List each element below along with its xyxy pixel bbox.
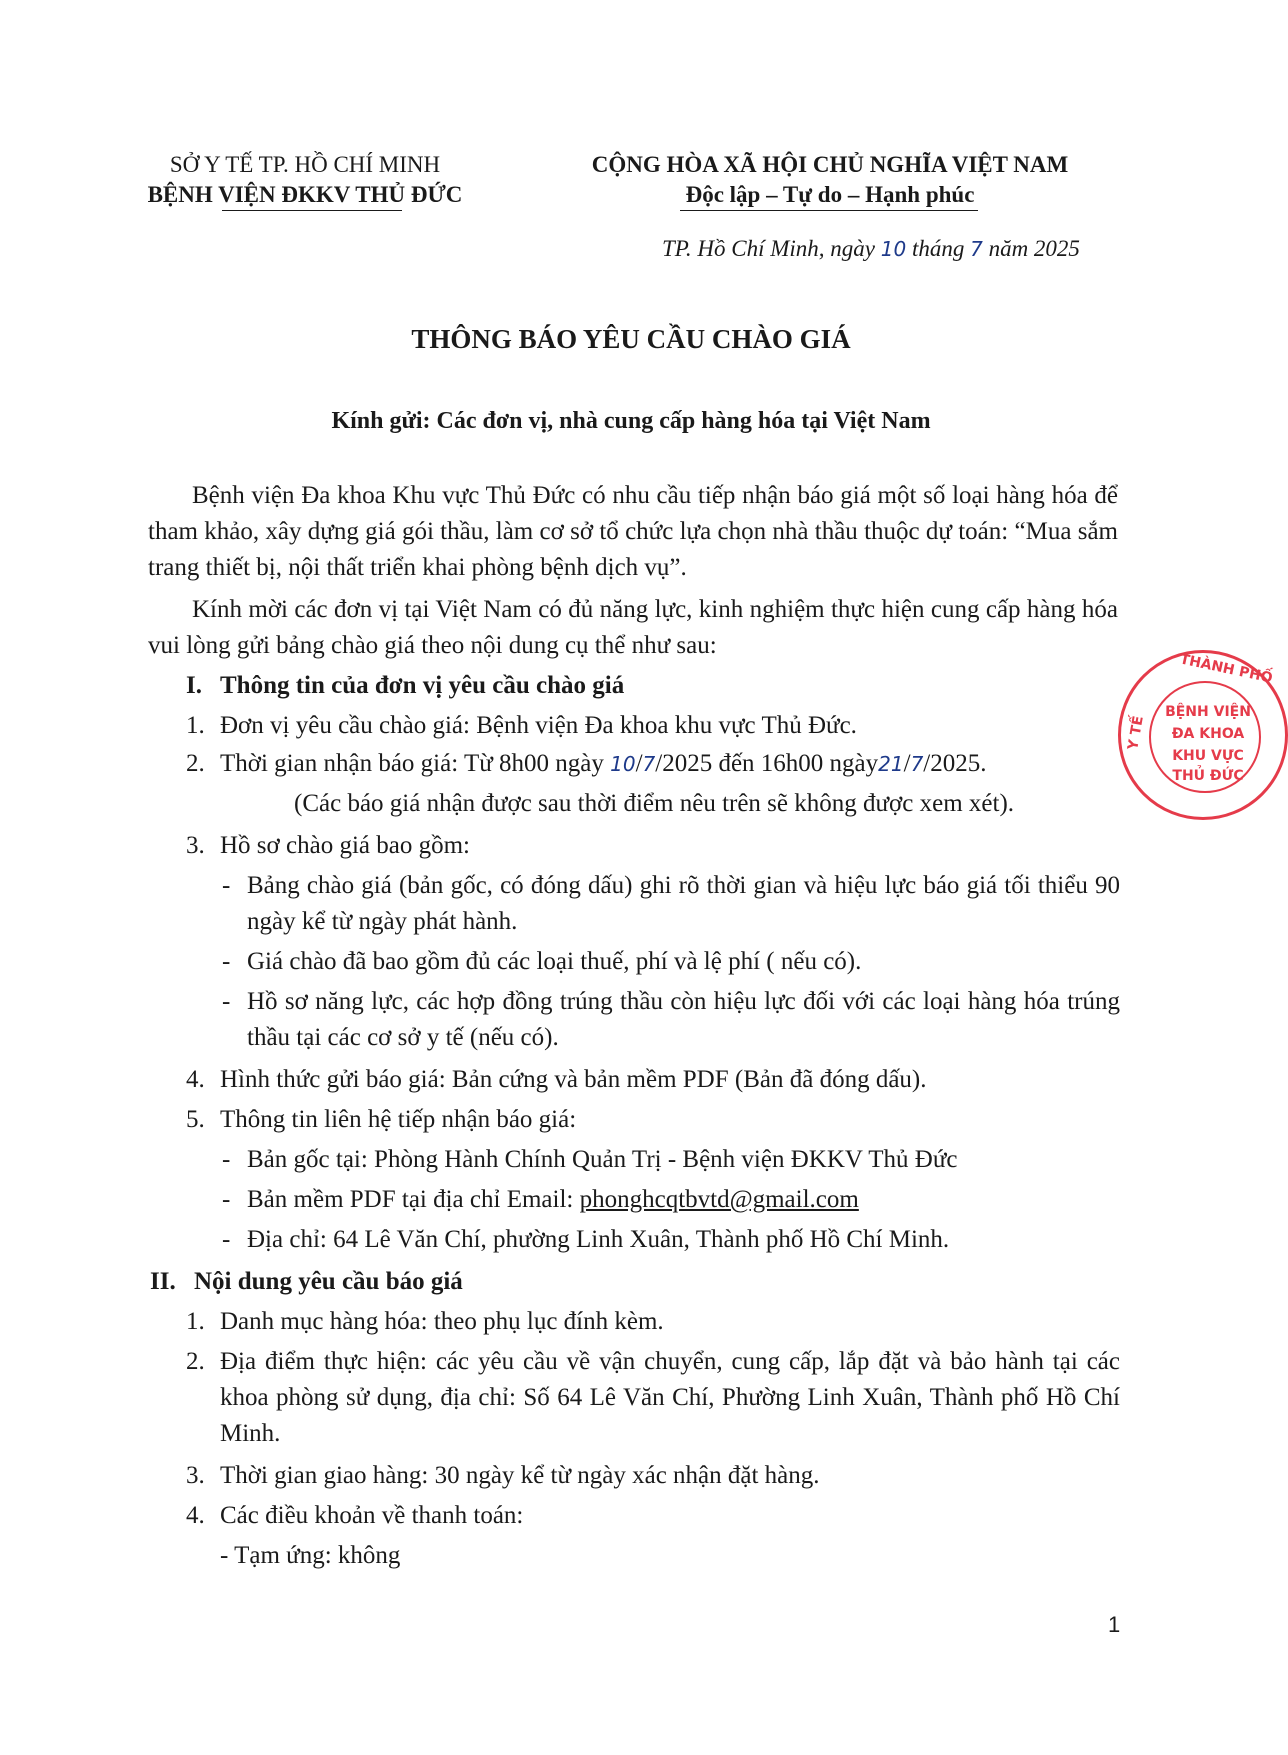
s2-item-2 — [186, 1344, 1120, 1452]
seal-arc-left: Y TẾ — [1125, 714, 1147, 752]
s1-item-3 — [186, 828, 470, 864]
s1-item-5-bullet-2 — [222, 1182, 859, 1218]
s1-item-1 — [186, 708, 857, 744]
s2-advance-payment: - Tạm ứng: không — [220, 1542, 401, 1569]
s2-item-3 — [186, 1458, 820, 1494]
s1-item-3-bullet-2 — [222, 944, 1120, 980]
s1-item-5 — [186, 1102, 576, 1138]
motto: Độc lập – Tự do – Hạnh phúc — [685, 182, 975, 207]
s2-item-1 — [186, 1304, 664, 1340]
s1-item-5-bullet-3 — [222, 1222, 949, 1258]
seal-line-3: KHU VỰC — [1172, 748, 1244, 764]
bullet-dash: - — [222, 1186, 231, 1213]
date-month-handwritten: 7 — [970, 237, 983, 261]
header-left — [130, 150, 480, 210]
s2-item-1-num: 1. — [186, 1308, 205, 1335]
s2-item-4-num: 4. — [186, 1502, 205, 1529]
header-left-underline — [222, 210, 402, 211]
date-from-month-handwritten: 7 — [642, 752, 656, 776]
seal-line-2: ĐA KHOA — [1171, 726, 1245, 742]
section-2-heading — [150, 1264, 463, 1300]
s1-item-2-text-c: /2025. — [923, 750, 987, 777]
bullet-text: Bản mềm PDF tại địa chỉ Email: — [247, 1186, 580, 1213]
s2-item-1-text: Danh mục hàng hóa: theo phụ lục đính kèm. — [220, 1308, 664, 1335]
s2-item-4-text: Các điều khoản về thanh toán: — [220, 1502, 524, 1529]
country-name: CỘNG HÒA XÃ HỘI CHỦ NGHĨA VIỆT NAM — [591, 152, 1069, 177]
section-1-heading — [186, 668, 624, 704]
bullet-dash: - — [222, 872, 231, 899]
header-right — [560, 150, 1100, 210]
s2-item-3-num: 3. — [186, 1462, 205, 1489]
s1-item-2-text-b: /2025 đến 16h00 ngày — [655, 750, 879, 777]
s1-item-1-num: 1. — [186, 712, 205, 739]
s1-item-1-text: Đơn vị yêu cầu chào giá: Bệnh viện Đa khoa khu vực Thủ Đức. — [220, 712, 857, 739]
bullet-text: Bảng chào giá (bản gốc, có đóng dấu) ghi rõ thời gian và hiệu lực báo giá tối thiểu 90 ngày kể từ ngày phát hành. — [247, 872, 1120, 935]
s2-item-4 — [186, 1498, 523, 1534]
section-2-title: Nội dung yêu cầu báo giá — [194, 1268, 463, 1295]
bullet-text: Giá chào đã bao gồm đủ các loại thuế, phí và lệ phí ( nếu có). — [247, 948, 862, 975]
bullet-text: Bản gốc tại: Phòng Hành Chính Quản Trị - Bệnh viện ĐKKV Thủ Đức — [247, 1146, 958, 1173]
s1-item-2: 2. Thời gian nhận báo giá: Từ 8h00 ngày 10/7/2025 đến 16h00 ngày21/7/2025. — [186, 746, 987, 782]
s1-item-4-num: 4. — [186, 1066, 205, 1093]
s2-item-2-text: Địa điểm thực hiện: các yêu cầu về vận chuyển, cung cấp, lắp đặt và bảo hành tại các khoa phòng sử dụng, địa chỉ: Số 64 Lê Văn Chí, Phường Linh Xuân, Thành phố Hồ Chí Minh. — [220, 1348, 1120, 1447]
ministry-name: SỞ Y TẾ TP. HỒ CHÍ MINH — [169, 152, 441, 177]
seal-arc-top: THÀNH PHỐ — [1178, 651, 1274, 687]
s2-item-2-num: 2. — [186, 1348, 205, 1375]
s1-item-2-text-a: Thời gian nhận báo giá: Từ 8h00 ngày — [220, 750, 611, 777]
header-right-underline — [680, 210, 978, 211]
s1-item-2-num: 2. — [186, 750, 205, 777]
bullet-dash: - — [222, 988, 231, 1015]
s1-item-5-text: Thông tin liên hệ tiếp nhận báo giá: — [220, 1106, 577, 1133]
s1-item-5-num: 5. — [186, 1106, 205, 1133]
bullet-text: Địa chỉ: 64 Lê Văn Chí, phường Linh Xuân, Thành phố Hồ Chí Minh. — [247, 1226, 950, 1253]
s1-item-5-bullet-1 — [222, 1142, 958, 1178]
section-1-title: Thông tin của đơn vị yêu cầu chào giá — [220, 672, 625, 699]
s1-item-4 — [186, 1062, 927, 1098]
s2-item-3-text: Thời gian giao hàng: 30 ngày kể từ ngày xác nhận đặt hàng. — [220, 1462, 820, 1489]
date-to-month-handwritten: 7 — [910, 752, 924, 776]
seal-line-1: BỆNH VIỆN — [1165, 704, 1251, 720]
doc-title: THÔNG BÁO YÊU CẦU CHÀO GIÁ — [411, 324, 851, 354]
date-from-day-handwritten: 10 — [610, 752, 636, 776]
bullet-text: Hồ sơ năng lực, các hợp đồng trúng thầu còn hiệu lực đối với các loại hàng hóa trúng thầu tại các cơ sở y tế (nếu có). — [247, 988, 1120, 1051]
email-link[interactable]: phonghcqtbvtd@gmail.com — [579, 1186, 859, 1213]
s1-item-3-num: 3. — [186, 832, 205, 859]
s1-item-4-text: Hình thức gửi báo giá: Bản cứng và bản mềm PDF (Bản đã đóng dấu). — [220, 1066, 927, 1093]
page-number: 1 — [1108, 1612, 1121, 1637]
section-2-numeral: II. — [150, 1268, 176, 1295]
intro-paragraph-2: Kính mời các đơn vị tại Việt Nam có đủ năng lực, kinh nghiệm thực hiện cung cấp hàng hóa vui lòng gửi bảng chào giá theo nội dung cụ thể như sau: — [148, 596, 1118, 659]
date-year-label: năm 2025 — [988, 236, 1080, 261]
intro-paragraph-1: Bệnh viện Đa khoa Khu vực Thủ Đức có nhu cầu tiếp nhận báo giá một số loại hàng hóa để tham khảo, xây dựng giá gói thầu, làm cơ sở tổ chức lựa chọn nhà thầu thuộc dự toán: “Mua sắm trang thiết bị, nội thất triển khai phòng bệnh dịch vụ”. — [148, 482, 1118, 581]
date-to-day-handwritten: 21 — [878, 752, 904, 776]
bullet-dash: - — [222, 1226, 231, 1253]
seal-line-4: THỦ ĐỨC — [1172, 768, 1244, 784]
s1-item-3-text: Hồ sơ chào giá bao gồm: — [220, 832, 470, 859]
date-line — [662, 236, 1080, 262]
date-month-label: tháng — [911, 236, 965, 261]
s1-item-3-bullet-1 — [222, 868, 1120, 940]
bullet-dash: - — [222, 948, 231, 975]
section-1-numeral: I. — [186, 672, 202, 699]
s1-item-2-note: (Các báo giá nhận được sau thời điểm nêu trên sẽ không được xem xét). — [294, 790, 1015, 817]
s1-item-3-bullet-3 — [222, 984, 1120, 1056]
date-day-handwritten: 10 — [880, 237, 907, 261]
hospital-name: BỆNH VIỆN ĐKKV THỦ ĐỨC — [147, 182, 463, 207]
hospital-seal — [1118, 650, 1288, 820]
bullet-dash: - — [222, 1146, 231, 1173]
salutation: Kính gửi: Các đơn vị, nhà cung cấp hàng hóa tại Việt Nam — [331, 408, 931, 434]
date-prefix: TP. Hồ Chí Minh, ngày — [662, 236, 875, 261]
